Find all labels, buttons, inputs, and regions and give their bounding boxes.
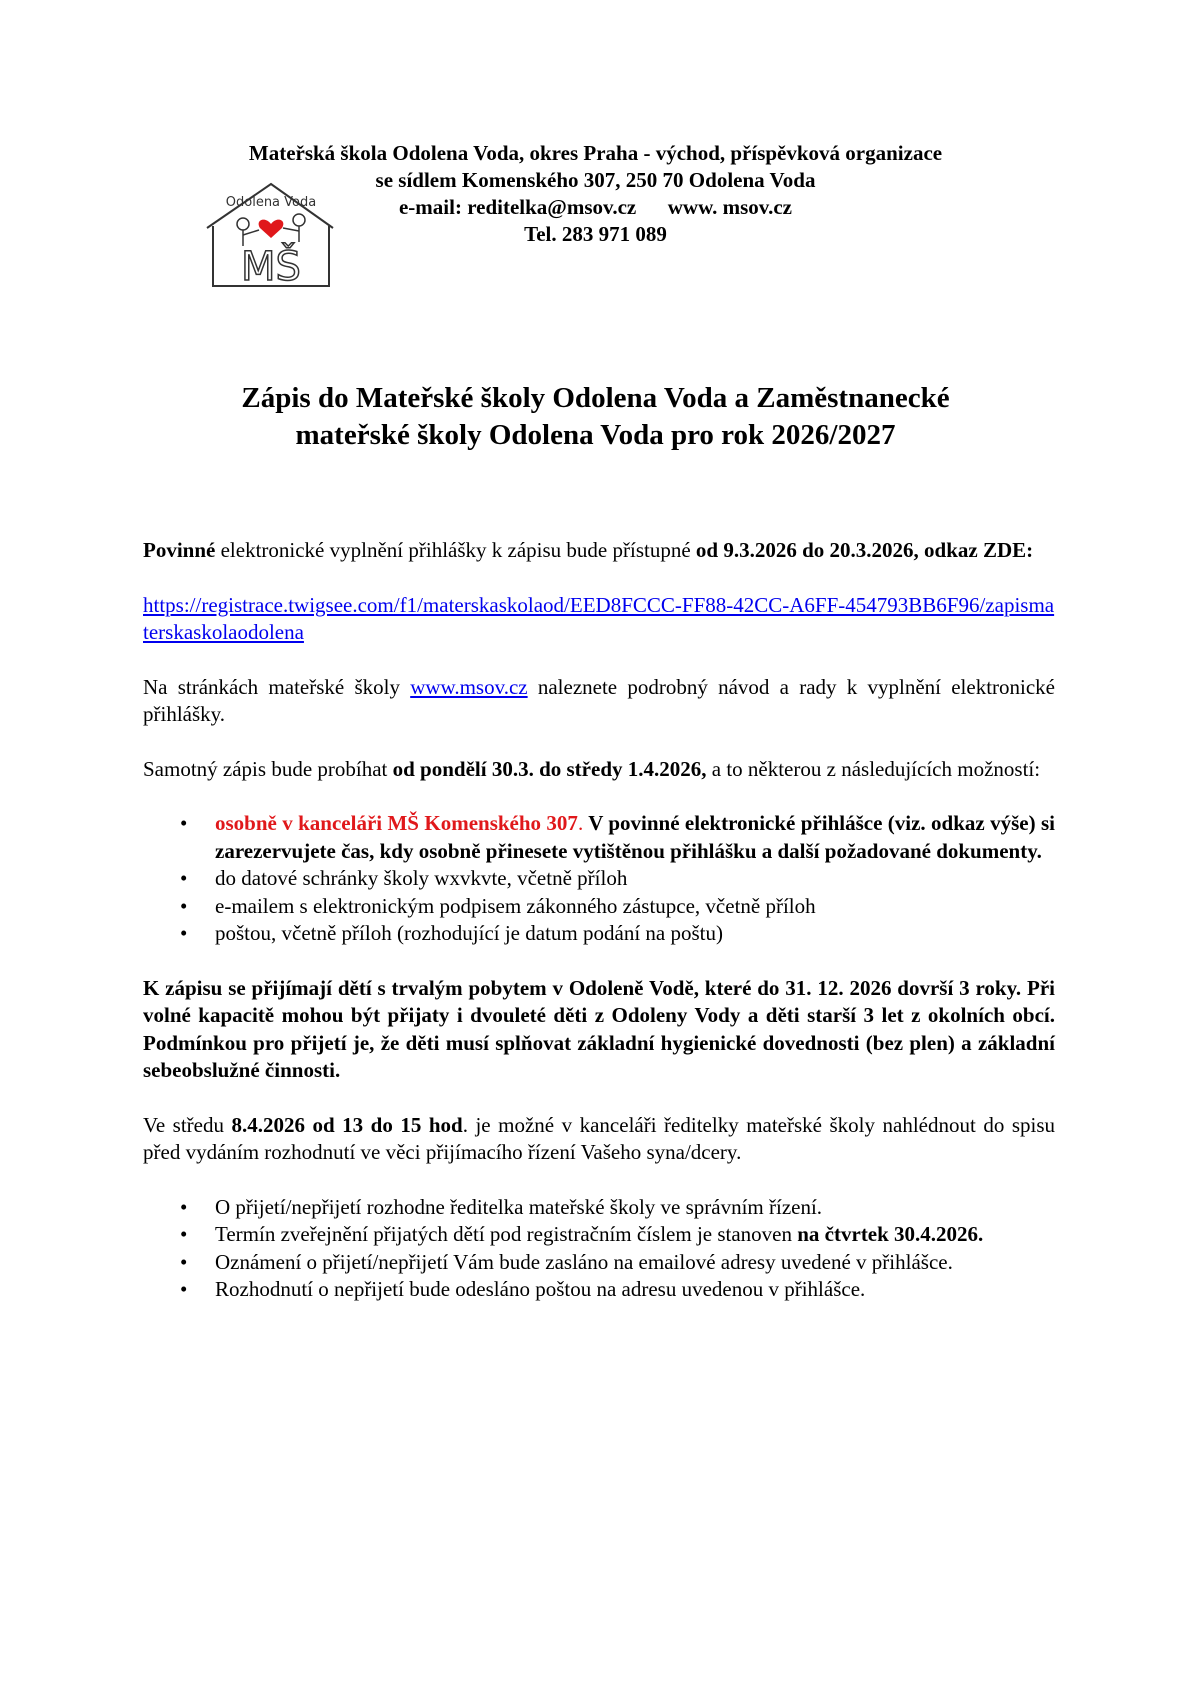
title-line-2: mateřské školy Odolena Voda pro rok 2026/2027 <box>295 419 896 451</box>
header-line-2: se sídlem Komenského 307, 250 70 Odolena Voda <box>375 168 816 192</box>
header-phone: Tel. 283 971 089 <box>524 222 667 246</box>
header-web: www. msov.cz <box>667 195 792 219</box>
school-logo-icon <box>205 180 335 290</box>
bullet-icon: • <box>180 1249 188 1274</box>
title-line-1: Zápis do Mateřské školy Odolena Voda a Zaměstnanecké <box>241 382 950 414</box>
list-item: • poštou, včetně příloh (rozhodující je datum podání na poštu) <box>215 920 1055 948</box>
header-email: e-mail: reditelka@msov.cz <box>398 195 637 219</box>
page-title <box>130 380 1061 454</box>
paragraph-admission-criteria: K zápisu se přijímají dětí s trvalým pobytem v Odoleně Vodě, které do 31. 12. 2026 dovrší 3 roky. Při volné kapacitě mohou být přijaty i dvouleté děti z Odoleny Vody a děti starší 3 let z okolních obcí. Podmínkou pro přijetí je, že děti musí splňovat základní hygienické dovednosti (bez plen) a základní sebeobslužné činnosti. <box>143 975 1055 1082</box>
document-body <box>143 537 1055 1331</box>
bullet-icon: • <box>180 921 188 945</box>
paragraph-file-review: Ve středu 8.4.2026 od 13 do 15 hod. je možné v kanceláři ředitelky mateřské školy nahlédnout do spisu před vydáním rozhodnutí ve věci přijímacího řízení Vašeho syna/dcery. <box>143 1112 1055 1164</box>
paragraph-enrollment-dates: Samotný zápis bude probíhat od pondělí 30.3. do středy 1.4.2026, a to některou z následujících možností: <box>143 756 1041 781</box>
bullet-icon: • <box>180 893 188 918</box>
paragraph-registration-link <box>143 592 1055 647</box>
header-line-1: Mateřská škola Odolena Voda, okres Praha - východ, příspěvková organizace <box>248 141 943 165</box>
list-item: • e-mailem s elektronickým podpisem zákonného zástupce, včetně příloh <box>215 893 1055 921</box>
paragraph-instructions: Na stránkách mateřské školy www.msov.cz naleznete podrobný návod a rady k vyplnění elektronické přihlášky. <box>143 674 1055 726</box>
bullet-icon: • <box>180 811 188 835</box>
enrollment-options-list <box>143 810 1055 948</box>
bullet-icon: • <box>180 1222 188 1246</box>
logo-monogram: MŠ <box>241 244 301 290</box>
decision-info-list <box>143 1194 1055 1304</box>
list-item: • Rozhodnutí o nepřijetí bude odesláno poštou na adresu uvedenou v přihlášce. <box>215 1276 1055 1304</box>
school-header <box>0 140 1191 248</box>
list-item: • osobně v kanceláři MŠ Komenského 307. V povinné elektronické přihlášce (viz. odkaz výše) si zarezervujete čas, kdy osobně přinesete vytištěnou přihlášku a další požadované dokumenty. <box>180 811 1055 863</box>
bullet-icon: • <box>180 1277 188 1301</box>
list-item: • Termín zveřejnění přijatých dětí pod registračním číslem je stanoven na čtvrtek 30.4.2026. <box>215 1221 1055 1249</box>
paragraph-application-period: Povinné elektronické vyplnění přihlášky k zápisu bude přístupné od 9.3.2026 do 20.3.2026, odkaz ZDE: <box>143 538 1034 562</box>
school-website-link[interactable]: www.msov.cz <box>410 674 528 699</box>
list-item: • do datové schránky školy wxvkvte, včetně příloh <box>215 865 1055 893</box>
list-item: • Oznámení o přijetí/nepřijetí Vám bude zasláno na emailové adresy uvedené v přihlášce. <box>215 1249 1055 1277</box>
list-item: • O přijetí/nepřijetí rozhodne ředitelka mateřské školy ve správním řízení. <box>215 1194 1055 1222</box>
logo-text: Odolena Voda <box>225 195 317 210</box>
registration-link[interactable]: https://registrace.twigsee.com/f1/materskaskolaod/EED8FCCC-FF88-42CC-A6FF-454793BB6F96/zapismaterskaskolaodolena <box>143 592 1055 644</box>
bullet-icon: • <box>180 1194 188 1219</box>
bullet-icon: • <box>180 866 188 890</box>
header-contact-line <box>0 194 1191 221</box>
